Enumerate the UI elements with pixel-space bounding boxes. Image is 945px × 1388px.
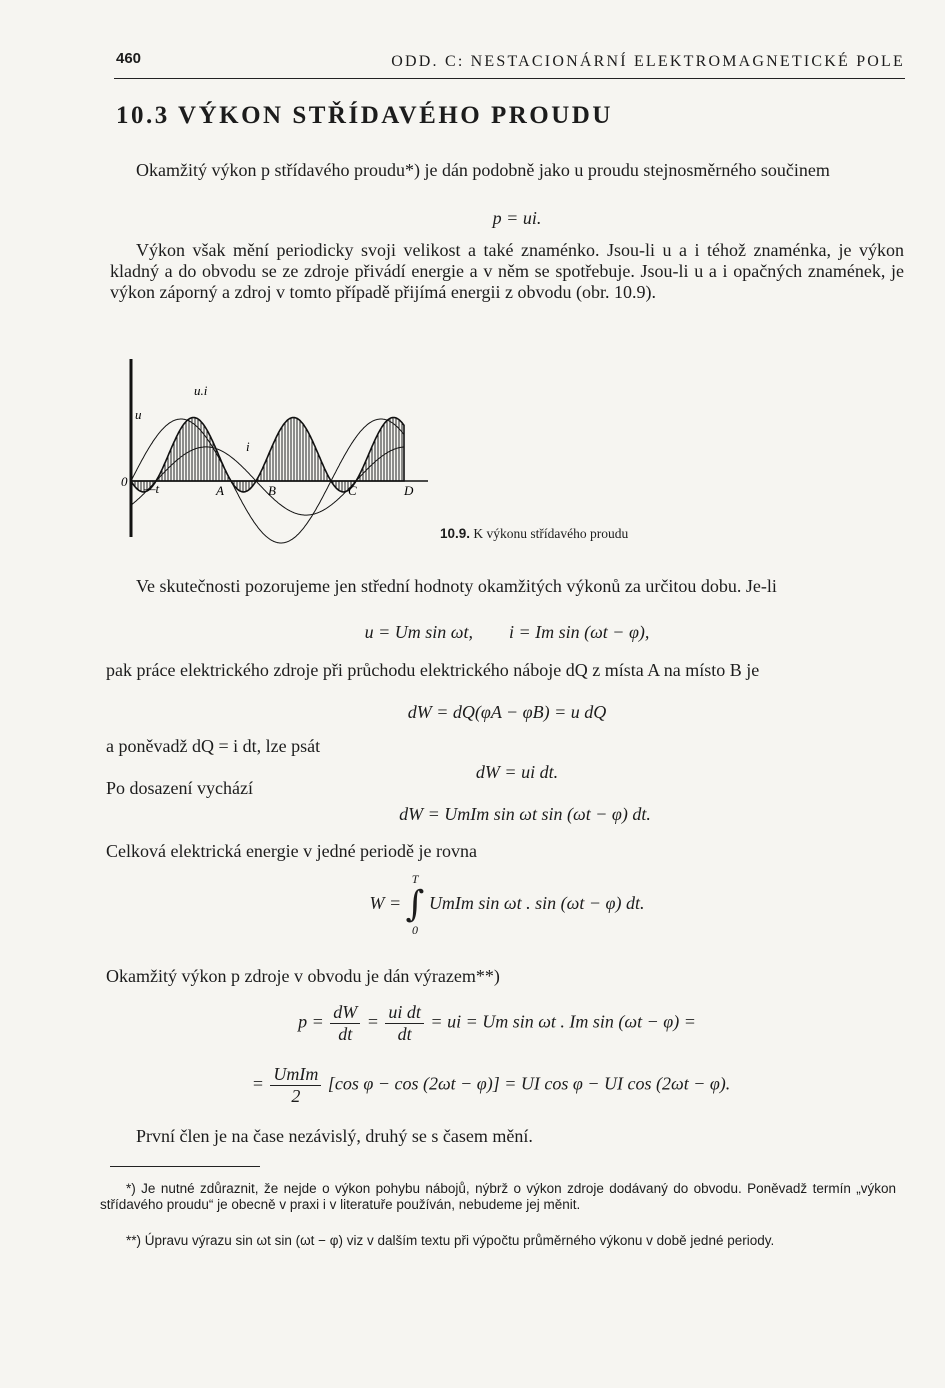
label-C: C	[348, 483, 357, 498]
label-t: —t	[144, 481, 160, 496]
label-i: i	[246, 439, 250, 454]
fraction-ui-dt	[385, 1002, 424, 1045]
equation-dW-full: dW = UmIm sin ωt sin (ωt − φ) dt.	[399, 804, 651, 824]
power-lhs: p =	[298, 1011, 324, 1032]
figure-10-9	[122, 355, 432, 545]
equals-sign: =	[366, 1011, 379, 1032]
leading-equals: =	[251, 1073, 264, 1094]
paragraph-8: Okamžitý výkon p zdroje v obvodu je dán výrazem**)	[106, 966, 500, 986]
fraction-denominator: dt	[397, 1024, 412, 1044]
equation-p-ui: p = ui.	[492, 208, 542, 228]
label-ui: u.i	[194, 383, 208, 398]
paragraph-2: Výkon však mění periodicky svoji velikost a také znaménko. Jsou-li u a i téhož znaménka, je výkon kladný a do obvodu se ze zdroje přivádí energie a v něm se spotřebuje. Jsou-li u a i opačných znamének, je výkon záporný a zdroj v tomto případě přijímá energii z obvodu (obr. 10.9).	[110, 240, 904, 302]
expanded-rhs: [cos φ − cos (2ωt − φ)] = UI cos φ − UI cos (2ωt − φ).	[327, 1073, 731, 1094]
footnote-rule	[110, 1166, 260, 1167]
fraction-denominator: dt	[338, 1024, 353, 1044]
fraction-numerator: ui dt	[385, 1002, 424, 1024]
paragraph-4: pak práce elektrického zdroje při průchodu elektrického náboje dQ z místa A na místo B je	[106, 660, 760, 680]
equation-power	[100, 1002, 894, 1045]
figure-caption-text: K výkonu střídavého proudu	[473, 526, 629, 541]
equation-u-i: u = Um sin ωt, i = Im sin (ωt − φ),	[364, 622, 650, 642]
paragraph-1: Okamžitý výkon p střídavého proudu*) je dán podobně jako u proudu stejnosměrného součinem	[136, 160, 830, 180]
label-u: u	[135, 407, 142, 422]
label-B: B	[268, 483, 276, 498]
label-A: A	[216, 483, 224, 498]
paragraph-3: Ve skutečnosti pozorujeme jen střední hodnoty okamžitých výkonů za určitou dobu. Je-li	[136, 576, 777, 596]
equation-dW-dQ: dW = dQ(φA − φB) = u dQ	[407, 702, 607, 722]
paragraph-5: a poněvadž dQ = i dt, lze psát	[106, 736, 321, 756]
label-D: D	[404, 483, 414, 498]
fraction-numerator: UmIm	[270, 1064, 321, 1086]
fraction-UmIm-2	[270, 1064, 321, 1107]
label-origin: 0	[121, 474, 128, 489]
integral-lhs: W =	[369, 893, 402, 914]
figure-caption	[440, 526, 628, 542]
fraction-denominator: 2	[291, 1086, 301, 1106]
footnote-2: **) Úpravu výrazu sin ωt sin (ωt − φ) viz v dalším textu při výpočtu průměrného výkonu v době jedné periody.	[126, 1233, 775, 1248]
figure-caption-number: 10.9.	[440, 526, 471, 541]
equation-power-expanded	[94, 1064, 888, 1107]
integral-sign	[406, 872, 425, 938]
running-head: ODD. C: NESTACIONÁRNÍ ELEKTROMAGNETICKÉ POLE	[391, 53, 905, 70]
integral-lower-limit: 0	[412, 923, 419, 937]
integral-rhs: UmIm sin ωt . sin (ωt − φ) dt.	[428, 893, 645, 914]
fraction-dW-dt	[330, 1002, 360, 1045]
paragraph-9: První člen je na čase nezávislý, druhý se s časem mění.	[136, 1126, 533, 1146]
header-rule	[114, 78, 905, 79]
power-rhs: = ui = Um sin ωt . Im sin (ωt − φ) =	[430, 1011, 696, 1032]
page-number: 460	[116, 50, 142, 67]
footnote-1: *) Je nutné zdůraznit, že nejde o výkon pohybu nábojů, nýbrž o výkon zdroje dodávaný do obvodu. Poněvadž termín „výkon střídavého proudu“ je obecně v praxi i v literatuře používán, nebudeme jej měnit.	[100, 1181, 896, 1212]
power-negative-area	[131, 481, 356, 492]
paragraph-7: Celková elektrická energie v jedné periodě je rovna	[106, 841, 478, 861]
paragraph-6: Po dosazení vychází	[106, 778, 253, 798]
integral-symbol: ∫	[405, 884, 425, 925]
section-title: 10.3 VÝKON STŘÍDAVÉHO PROUDU	[116, 102, 613, 129]
equation-dW-ui: dW = ui dt.	[475, 762, 559, 782]
equation-integral	[110, 872, 904, 938]
integral-upper-limit: T	[411, 872, 419, 886]
fraction-numerator: dW	[330, 1002, 360, 1024]
